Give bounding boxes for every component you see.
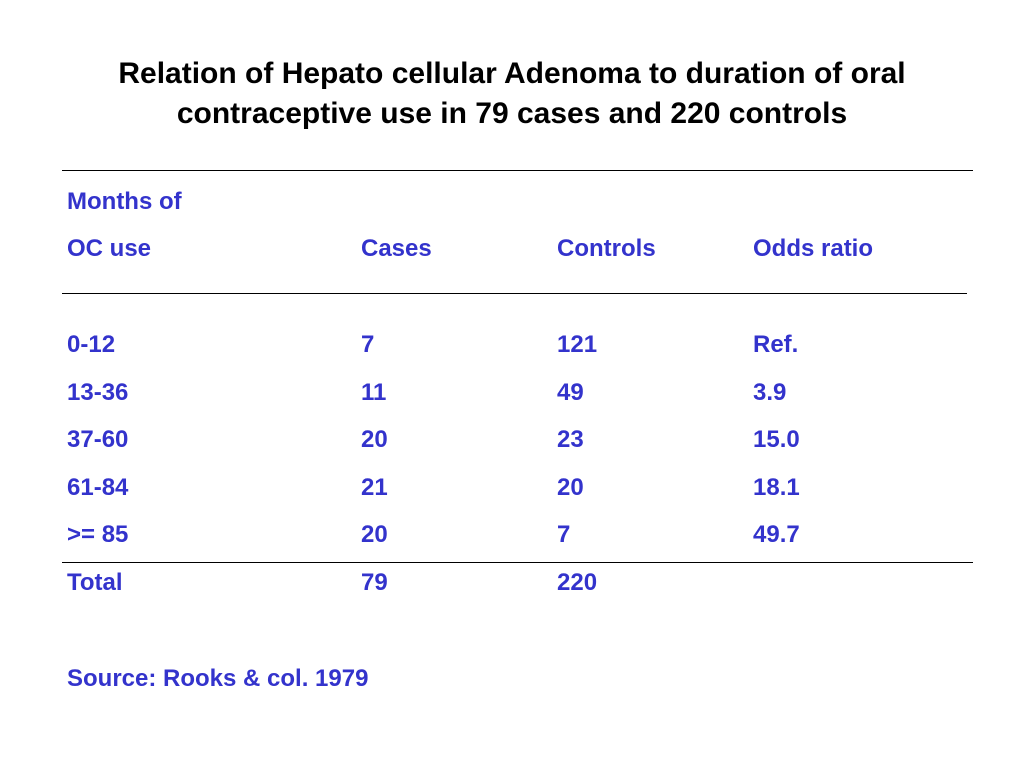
cell-odds-ratio: 49.7	[753, 521, 800, 548]
cell-months: 0-12	[67, 331, 116, 358]
cell-cases: 20	[361, 521, 388, 548]
cell-cases: 7	[361, 331, 375, 358]
slide-title	[0, 54, 1024, 134]
total-controls: 220	[557, 569, 598, 596]
table-top-rule	[62, 170, 973, 171]
cell-controls: 7	[557, 521, 571, 548]
cell-odds-ratio: 15.0	[753, 426, 800, 453]
cell-controls: 23	[557, 426, 584, 453]
header-cases: Cases	[361, 235, 432, 262]
cell-months: 37-60	[67, 426, 129, 453]
header-controls: Controls	[557, 235, 656, 262]
header-odds-ratio: Odds ratio	[753, 235, 874, 262]
cell-controls: 20	[557, 474, 584, 501]
header-months-of: Months of	[67, 188, 182, 215]
table-header-rule	[62, 293, 967, 294]
total-label: Total	[67, 569, 123, 596]
total-cases: 79	[361, 569, 388, 596]
cell-months: >= 85	[67, 521, 129, 548]
cell-months: 13-36	[67, 379, 129, 406]
cell-controls: 49	[557, 379, 584, 406]
cell-controls: 121	[557, 331, 598, 358]
cell-months: 61-84	[67, 474, 129, 501]
table-total-rule	[62, 562, 973, 563]
cell-odds-ratio: 18.1	[753, 474, 800, 501]
header-oc-use: OC use	[67, 235, 152, 262]
slide-title-line-2: contraceptive use in 79 cases and 220 controls	[176, 97, 848, 130]
cell-odds-ratio: 3.9	[753, 379, 787, 406]
cell-cases: 20	[361, 426, 388, 453]
cell-odds-ratio: Ref.	[753, 331, 799, 358]
slide-title-line-1: Relation of Hepato cellular Adenoma to duration of oral	[118, 57, 906, 90]
source-citation: Source: Rooks & col. 1979	[67, 665, 369, 692]
cell-cases: 21	[361, 474, 388, 501]
cell-cases: 11	[361, 379, 387, 406]
